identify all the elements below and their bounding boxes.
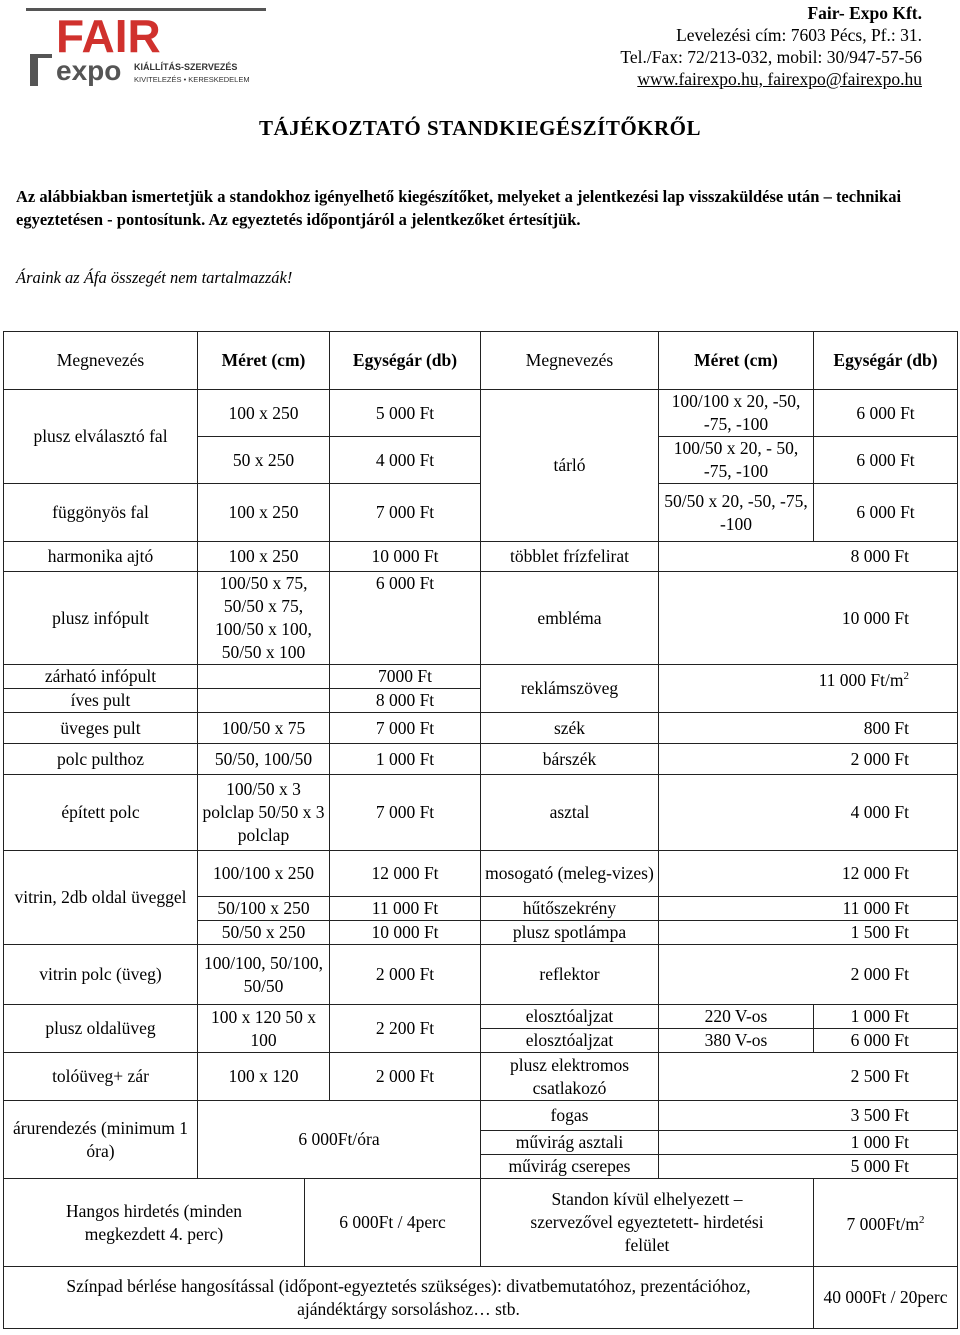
table-row: elosztóaljzat 380 V-os 6 000 Ft <box>4 1029 958 1053</box>
header-price: Egységár (db) <box>330 332 481 390</box>
header-price-right: Egységár (db) <box>814 332 958 390</box>
table-row: 50/50 x 250 10 000 Ft plusz spotlámpa 1 500 Ft <box>4 921 958 945</box>
table-row: művirág asztali 1 000 Ft <box>4 1131 958 1155</box>
table-row: zárható infópult 7000 Ft reklámszöveg 11 000 $Ft/m^2$ <box>4 665 958 689</box>
table-row: tolóüveg+ zár 100 x 120 2 000 Ft plusz elektromos csatlakozó 2 500 Ft <box>4 1053 958 1101</box>
header-name: Megnevezés <box>4 332 198 390</box>
table-row: vitrin, 2db oldal üveggel 100/100 x 250 12 000 Ft mosogató (meleg-vizes) 12 000 Ft <box>4 851 958 897</box>
table-row: plusz elválasztó fal 100 x 250 5 000 Ft tárló 100/100 x 20, -50, -75, -100 6 000 Ft <box>4 390 958 437</box>
company-address: Levelezési cím: 7603 Pécs, Pf.: 31. <box>676 25 922 45</box>
table-row: íves pult 8 000 Ft <box>4 689 958 713</box>
svg-text:FAIR: FAIR <box>56 10 161 62</box>
table-row: művirág cserepes 5 000 Ft <box>4 1155 958 1179</box>
table-row: épített polc 100/50 x 3 polclap 50/50 x 3 polclap 7 000 Ft asztal 4 000 Ft <box>4 775 958 851</box>
svg-text:KIÁLLÍTÁS-SZERVEZÉS: KIÁLLÍTÁS-SZERVEZÉS <box>134 62 238 72</box>
table-row: Színpad bérlése hangosítással (időpont-egyeztetés szükséges): divatbemutatóhoz, prezentációhoz, ajándéktárgy sorsoláshoz… stb. 40 000Ft / 20perc <box>4 1267 958 1329</box>
table-row: plusz oldalüveg 100 x 120 50 x 100 2 200 Ft elosztóaljzat 220 V-os 1 000 Ft <box>4 1005 958 1029</box>
table-row: plusz infópult 100/50 x 75, 50/50 x 75, 100/50 x 100, 50/50 x 100 6 000 Ft embléma 10 000 Ft <box>4 572 958 665</box>
header-size: Méret (cm) <box>198 332 330 390</box>
svg-text:expo: expo <box>56 55 122 86</box>
company-name: Fair- Expo Kft. <box>807 3 922 23</box>
intro-text: Az alábbiakban ismertetjük a standokhoz igényelhető kiegészítőket, melyeket a jelentkezési lap visszaküldése után – technikai egyeztetésen - pontosítunk. Az egyeztetés időpontjáról a jelentkezőket értesítjük. <box>16 187 902 229</box>
svg-text:KIVITELEZÉS • KERESKEDELEM: KIVITELEZÉS • KERESKEDELEM <box>134 75 250 84</box>
table-row: függönyös fal 100 x 250 7 000 Ft 50/50 x 20, -50, -75, -100 6 000 Ft <box>4 484 958 542</box>
company-info <box>620 2 922 90</box>
table-row: 50 x 250 4 000 Ft 100/50 x 20, - 50, -75, -100 6 000 Ft <box>4 437 958 484</box>
company-phone: Tel./Fax: 72/213-032, mobil: 30/947-57-56 <box>620 47 922 67</box>
table-row: harmonika ajtó 100 x 250 10 000 Ft többlet frízfelirat 8 000 Ft <box>4 542 958 572</box>
table-row: polc pulthoz 50/50, 100/50 1 000 Ft bárszék 2 000 Ft <box>4 744 958 775</box>
table-row: árurendezés (minimum 1 óra) 6 000Ft/óra fogas 3 500 Ft <box>4 1101 958 1131</box>
header-name-right: Megnevezés <box>481 332 659 390</box>
table-row: üveges pult 100/50 x 75 7 000 Ft szék 800 Ft <box>4 713 958 744</box>
header-size-right: Méret (cm) <box>659 332 814 390</box>
price-table <box>3 331 958 1329</box>
table-row: vitrin polc (üveg) 100/100, 50/100, 50/50 2 000 Ft reflektor 2 000 Ft <box>4 945 958 1005</box>
table-row: 50/100 x 250 11 000 Ft hűtőszekrény 11 000 Ft <box>4 897 958 921</box>
vat-note: Áraink az Áfa összegét nem tartalmazzák! <box>16 268 293 287</box>
table-row: Hangos hirdetés (minden megkezdett 4. perc) 6 000Ft / 4perc Standon kívül elhelyezett –szervezővel egyeztetett- hirdetési felület 7 $000Ft/m^2$ <box>4 1179 958 1267</box>
page-title: TÁJÉKOZTATÓ STANDKIEGÉSZÍTŐKRŐL <box>258 116 702 140</box>
table-header-row <box>4 332 958 390</box>
fair-expo-logo <box>26 8 266 88</box>
company-web-link[interactable]: www.fairexpo.hu, fairexpo@fairexpo.hu <box>637 69 922 89</box>
